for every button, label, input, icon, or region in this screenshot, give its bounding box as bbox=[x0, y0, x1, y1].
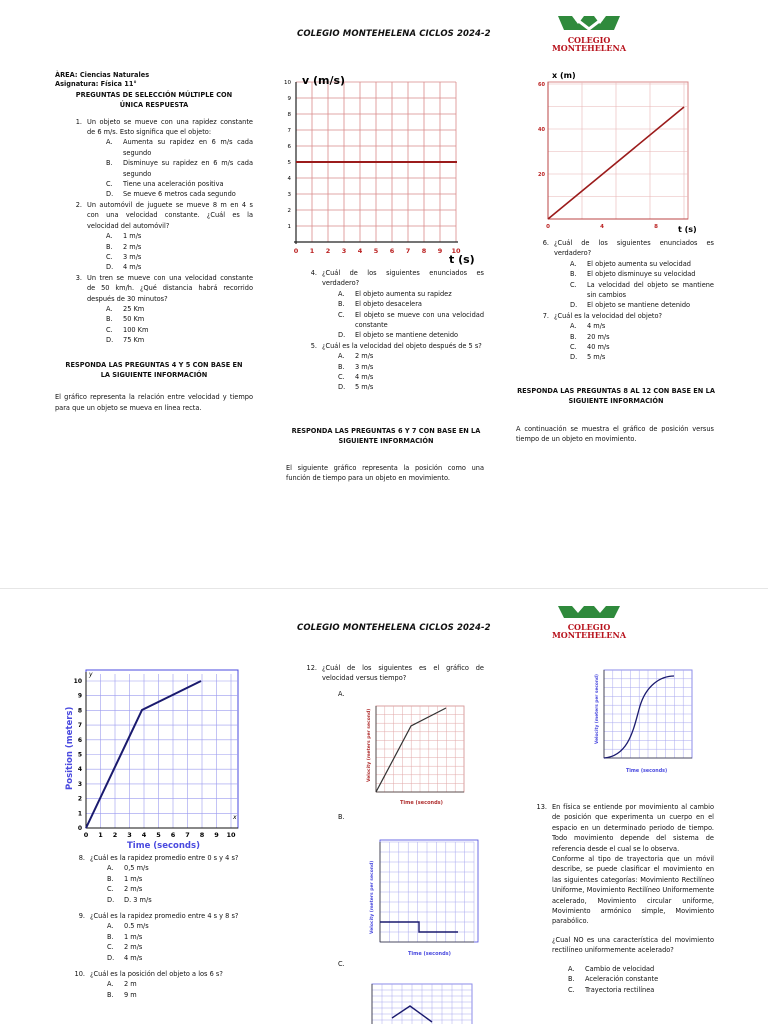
tick-label: 0 bbox=[546, 224, 550, 230]
tick-label: 0 bbox=[83, 831, 89, 839]
y-axis-label: x (m) bbox=[552, 71, 576, 80]
question-text: ¿Cuál es la velocidad del objeto? bbox=[554, 311, 662, 320]
tick-label: 40 bbox=[538, 127, 545, 133]
page-2 bbox=[0, 590, 768, 1024]
tick-label: 3 bbox=[127, 831, 132, 839]
page-title: COLEGIO MONTEHELENA CICLOS 2024-2 bbox=[297, 29, 491, 39]
tick-label: 1 bbox=[77, 810, 82, 818]
tick-label: 4 bbox=[287, 176, 291, 182]
tick-label: 7 bbox=[185, 831, 190, 839]
answer-option bbox=[107, 990, 262, 1000]
option-b-graph bbox=[364, 834, 488, 962]
y-axis-label: Velocity (meters per second) bbox=[367, 708, 372, 782]
tick-label: 7 bbox=[77, 722, 82, 730]
option-text: El objeto se mantiene detenido bbox=[355, 331, 459, 340]
option-text: 40 m/s bbox=[587, 343, 610, 352]
option-text: 1 m/s bbox=[123, 232, 142, 241]
question-number: 8. bbox=[78, 854, 85, 862]
question-text-2: Conforme al tipo de trayectoria que un móvil describe, se puede clasificar el movimiento en las siguientes categorías: Movimiento Rectilíneo Uniforme, Movimiento Rectilíneo Uniformemente acelerado, Movimiento circular uniforme, Movimiento armónico simple, Movimiento parabólico. bbox=[552, 855, 714, 926]
question-text: ¿Cuál es la rapidez promedio entre 4 s y 8 s? bbox=[90, 912, 239, 921]
question-number: 12. bbox=[306, 664, 317, 672]
tick-label: 9 bbox=[437, 247, 443, 255]
option-letter: C. bbox=[107, 943, 114, 952]
answer-option bbox=[338, 372, 484, 382]
question-text: ¿Cuál de los siguientes es el gráfico de velocidad versus tiempo? bbox=[322, 664, 484, 683]
option-text: 20 m/s bbox=[587, 332, 610, 341]
option-letter: B. bbox=[107, 932, 114, 941]
x-axis-label: t (s) bbox=[449, 253, 475, 266]
option-letter: B. bbox=[106, 159, 113, 168]
tick-label: 1 bbox=[98, 831, 103, 839]
answer-option bbox=[107, 932, 262, 942]
option-text: 4 m/s bbox=[123, 263, 142, 272]
option-letter: C. bbox=[106, 325, 113, 334]
q13-options bbox=[536, 964, 714, 995]
option-a-graph bbox=[364, 704, 474, 808]
tick-label: 2 bbox=[77, 795, 82, 803]
tick-label: 6 bbox=[389, 247, 395, 255]
logo-emblem-icon bbox=[554, 605, 624, 619]
option-text: 2 m/s bbox=[124, 885, 143, 894]
tick-label: 3 bbox=[341, 247, 347, 255]
option-text: La velocidad del objeto se mantiene sin cambios bbox=[587, 280, 714, 300]
tick-label: 9 bbox=[214, 831, 219, 839]
q5-options bbox=[298, 351, 484, 393]
school-logo bbox=[545, 604, 633, 639]
option-letter: A. bbox=[107, 980, 114, 989]
answer-option bbox=[106, 325, 253, 335]
option-text: 5 m/s bbox=[355, 383, 374, 392]
answer-option bbox=[106, 304, 253, 314]
tick-label: 6 bbox=[170, 831, 176, 839]
page-title: COLEGIO MONTEHELENA CICLOS 2024-2 bbox=[297, 623, 491, 633]
option-text: 75 Km bbox=[123, 336, 145, 345]
question-number: 7. bbox=[542, 311, 549, 320]
option-letter: B. bbox=[106, 242, 113, 251]
option-letter: C. bbox=[338, 310, 345, 319]
answer-option bbox=[107, 979, 262, 989]
question-6 bbox=[536, 238, 714, 259]
option-letter: C. bbox=[568, 985, 575, 994]
x-axis-label: Time (seconds) bbox=[400, 800, 443, 806]
option-letter: D. bbox=[338, 331, 346, 340]
answer-option bbox=[338, 382, 484, 392]
option-text: Disminuye su rapidez en 6 m/s cada segundo bbox=[123, 159, 253, 178]
answer-option bbox=[570, 352, 714, 362]
y-axis-label: Position (meters) bbox=[65, 706, 75, 790]
answer-option bbox=[106, 262, 253, 272]
tick-label: 4 bbox=[600, 224, 604, 230]
option-text: Se mueve 6 metros cada segundo bbox=[123, 190, 236, 199]
answer-option bbox=[106, 231, 253, 241]
answer-option bbox=[107, 863, 262, 873]
option-letter: A. bbox=[568, 964, 575, 973]
option-c-graph bbox=[352, 978, 482, 1024]
tick-label: 4 bbox=[141, 831, 147, 839]
question-9 bbox=[72, 911, 262, 921]
answer-option bbox=[338, 362, 484, 372]
answer-option bbox=[106, 189, 253, 199]
question-number: 9. bbox=[78, 912, 85, 921]
school-logo bbox=[545, 14, 633, 52]
option-text: Tiene una aceleración positiva bbox=[123, 180, 224, 189]
answer-option bbox=[570, 269, 714, 279]
question-number: 6. bbox=[542, 239, 549, 247]
option-text: Cambio de velocidad bbox=[585, 964, 655, 973]
option-text: 5 m/s bbox=[587, 353, 606, 362]
question-10 bbox=[72, 969, 262, 979]
tick-label: 7 bbox=[405, 247, 411, 255]
tick-label: 5 bbox=[77, 751, 82, 759]
answer-option bbox=[107, 884, 262, 894]
tick-label: 8 bbox=[421, 247, 427, 255]
tick-label: 1 bbox=[309, 247, 315, 255]
option-letter: B. bbox=[570, 332, 577, 341]
graph-frame bbox=[548, 82, 688, 219]
answer-option bbox=[338, 299, 484, 309]
question-number: 2. bbox=[75, 200, 82, 209]
option-text: 0,5 m/s bbox=[124, 864, 149, 873]
logo-text-1: COLEGIO bbox=[567, 35, 611, 45]
answer-option bbox=[570, 342, 714, 352]
question-4 bbox=[298, 268, 484, 289]
graph-frame bbox=[86, 670, 238, 828]
block-6-7-title: RESPONDA LAS PREGUNTAS 6 Y 7 CON BASE EN LA SIGUIENTE INFORMACIÓN bbox=[291, 427, 481, 446]
tick-label: 10 bbox=[284, 80, 291, 86]
tick-label: 5 bbox=[156, 831, 161, 839]
tick-label: 8 bbox=[77, 707, 82, 715]
tick-label: 9 bbox=[77, 692, 82, 700]
option-text: El objeto aumenta su velocidad bbox=[587, 259, 691, 268]
option-text: 2 m/s bbox=[355, 352, 374, 361]
tick-label: 6 bbox=[287, 144, 291, 150]
x-axis-label: Time (seconds) bbox=[626, 769, 668, 774]
answer-option bbox=[107, 953, 262, 963]
answer-option bbox=[107, 921, 262, 931]
tick-label: 2 bbox=[112, 831, 118, 839]
subject-label: Asignatura: Física 11° bbox=[55, 80, 137, 89]
option-letter: D. bbox=[106, 336, 114, 345]
question-text: ¿Cuál de los siguientes enunciados es verdadero? bbox=[554, 239, 714, 258]
q3-options bbox=[55, 304, 253, 346]
option-text: 1 m/s bbox=[124, 932, 143, 941]
option-text: El objeto desacelera bbox=[355, 300, 422, 309]
option-letter: C. bbox=[338, 373, 345, 382]
answer-option bbox=[568, 974, 714, 984]
tick-labels bbox=[538, 82, 658, 230]
option-text: 3 m/s bbox=[355, 362, 374, 371]
tick-label: 8 bbox=[287, 112, 291, 118]
answer-option bbox=[106, 158, 253, 179]
question-text: Un objeto se mueve con una rapidez constante de 6 m/s. Esto significa que el objeto: bbox=[87, 117, 253, 137]
left-column bbox=[55, 70, 253, 413]
answer-option bbox=[570, 280, 714, 301]
answer-option bbox=[570, 259, 714, 269]
tick-label: 2 bbox=[325, 247, 331, 255]
x-axis-label: Time (seconds) bbox=[408, 951, 451, 957]
option-text: El objeto se mueve con una velocidad constante bbox=[355, 310, 484, 330]
logo-emblem-icon bbox=[554, 14, 624, 32]
question-text: ¿Cuál es la rapidez promedio entre 0 s y 4 s? bbox=[90, 854, 239, 862]
answer-option bbox=[570, 300, 714, 310]
option-letter: C. bbox=[570, 280, 577, 289]
option-letter: D. bbox=[107, 953, 115, 962]
question-text: ¿Cuál es la velocidad del objeto después de 5 s? bbox=[322, 341, 482, 350]
option-d-graph bbox=[590, 666, 700, 776]
answer-option bbox=[338, 351, 484, 361]
option-text: Aumenta su rapidez en 6 m/s cada segundo bbox=[123, 138, 253, 157]
tick-label: 8 bbox=[199, 831, 205, 839]
tick-label: 2 bbox=[287, 208, 291, 214]
q4-options bbox=[298, 289, 484, 341]
q2-options bbox=[55, 231, 253, 273]
option-text: Trayectoria rectilínea bbox=[585, 985, 655, 994]
option-text: 2 m/s bbox=[123, 242, 142, 251]
option-letter: D. bbox=[106, 190, 114, 199]
tick-labels bbox=[284, 80, 461, 255]
question-prompt: ¿Cual NO es una característica del movimiento rectilíneo uniformemente acelerado? bbox=[552, 935, 714, 955]
tick-label: 1 bbox=[287, 224, 291, 230]
option-c-label: C. bbox=[338, 960, 345, 968]
option-letter: C. bbox=[570, 343, 577, 352]
question-text: En física se entiende por movimiento al cambio de posición que experimenta un cuerpo en el espacio en un determinado periodo de tiempo. Todo movimiento depende del sistema de referencia desde el cual se lo observa. bbox=[552, 803, 714, 853]
question-7 bbox=[536, 311, 714, 321]
y-axis-label: Velocity (meters per second) bbox=[370, 860, 375, 934]
option-text: D. 3 m/s bbox=[124, 895, 152, 904]
area-label: ÀREA: Ciencias Naturales bbox=[55, 71, 150, 79]
logo-text-2: MONTEHELENA bbox=[551, 630, 627, 640]
tick-label: 4 bbox=[77, 766, 82, 774]
option-letter: B. bbox=[568, 975, 575, 984]
question-number: 4. bbox=[310, 269, 317, 277]
option-text: 9 m bbox=[124, 990, 137, 999]
q10-options bbox=[72, 979, 262, 1000]
answer-option bbox=[106, 137, 253, 158]
tick-label: 5 bbox=[287, 160, 291, 166]
question-number: 5. bbox=[310, 341, 317, 350]
q6-options bbox=[536, 259, 714, 311]
tick-label: 3 bbox=[287, 192, 291, 198]
velocity-time-graph bbox=[282, 72, 487, 266]
answer-option bbox=[107, 942, 262, 952]
option-letter: D. bbox=[570, 353, 578, 362]
answer-option bbox=[107, 895, 262, 905]
tick-label: 20 bbox=[538, 172, 545, 178]
block-8-12-text: A continuación se muestra el gráfico de posición versus tiempo de un objeto en movimiento. bbox=[516, 425, 714, 444]
option-text: El objeto aumenta su rapidez bbox=[355, 289, 452, 298]
option-text: El objeto disminuye su velocidad bbox=[587, 270, 696, 279]
block-4-5-text: El gráfico representa la relación entre velocidad y tiempo para que un objeto se mueva en línea recta. bbox=[55, 393, 253, 412]
answer-option bbox=[338, 310, 484, 331]
tick-label: 0 bbox=[293, 247, 299, 255]
option-letter: A. bbox=[338, 289, 345, 298]
option-letter: A. bbox=[338, 352, 345, 361]
option-text: 4 m/s bbox=[587, 322, 606, 331]
block-4-5-title: RESPONDA LAS PREGUNTAS 4 Y 5 CON BASE EN LA SIGUIENTE INFORMACIÓN bbox=[65, 360, 243, 379]
answer-option bbox=[568, 985, 714, 995]
tick-label: 7 bbox=[287, 128, 291, 134]
x-axis-label: Time (seconds) bbox=[127, 841, 200, 851]
option-letter: A. bbox=[107, 922, 114, 931]
option-text: 2 m/s bbox=[124, 943, 143, 952]
option-b-label: B. bbox=[338, 813, 345, 821]
right-column bbox=[536, 238, 714, 363]
option-letter: D. bbox=[570, 301, 578, 310]
option-a-label: A. bbox=[338, 690, 345, 698]
option-letter: B. bbox=[107, 874, 114, 883]
option-text: 2 m bbox=[124, 980, 137, 989]
option-letter: A. bbox=[107, 864, 114, 873]
x-axis-label: t (s) bbox=[678, 225, 697, 234]
tick-label: 10 bbox=[451, 247, 461, 255]
option-letter: D. bbox=[107, 895, 115, 904]
question-number: 1. bbox=[75, 117, 82, 126]
option-letter: A. bbox=[570, 322, 577, 331]
section-title: PREGUNTAS DE SELECCIÓN MÚLTIPLE CON ÚNICA RESPUESTA bbox=[75, 90, 233, 110]
y-axis-label: Velocity (meters per second) bbox=[595, 674, 600, 744]
option-text: 4 m/s bbox=[355, 373, 374, 382]
y-axis-label: v (m/s) bbox=[302, 74, 346, 87]
answer-option bbox=[106, 252, 253, 262]
question-text: Un automóvil de juguete se mueve 8 m en 4 s con una velocidad constante. ¿Cuál es la velocidad del automóvil? bbox=[87, 200, 253, 230]
question-3 bbox=[55, 273, 253, 304]
question-number: 13. bbox=[536, 803, 547, 811]
option-letter: B. bbox=[338, 362, 345, 371]
tick-label: 10 bbox=[226, 831, 236, 839]
answer-option bbox=[568, 964, 714, 974]
option-letter: D. bbox=[106, 263, 114, 272]
logo-text-2: MONTEHELENA bbox=[551, 43, 627, 53]
q8-options bbox=[72, 863, 262, 905]
answer-option bbox=[106, 179, 253, 189]
answer-option bbox=[570, 321, 714, 331]
option-text: 1 m/s bbox=[124, 874, 143, 883]
question-text: Un tren se mueve con una velocidad constante de 50 km/h. ¿Qué distancia habrá recorrido después de 30 minutos? bbox=[87, 273, 253, 303]
tick-label: 3 bbox=[77, 780, 82, 788]
option-letter: C. bbox=[107, 885, 114, 894]
q9-options bbox=[72, 921, 262, 963]
option-text: 50 Km bbox=[123, 315, 145, 324]
left-column-p2 bbox=[72, 853, 262, 1000]
middle-column bbox=[298, 268, 484, 393]
question-1 bbox=[55, 117, 253, 138]
tick-label: 4 bbox=[357, 247, 363, 255]
option-letter: C. bbox=[106, 252, 113, 261]
position-time-graph-blue bbox=[62, 668, 246, 853]
option-letter: A. bbox=[106, 304, 113, 313]
option-text: 0.5 m/s bbox=[124, 922, 149, 931]
option-letter: B. bbox=[570, 270, 577, 279]
option-letter: B. bbox=[107, 990, 114, 999]
position-time-graph bbox=[532, 66, 707, 236]
q7-options bbox=[536, 321, 714, 363]
answer-option bbox=[338, 289, 484, 299]
option-text: Aceleración constante bbox=[585, 975, 659, 984]
question-number: 10. bbox=[74, 970, 85, 979]
option-letter: C. bbox=[106, 180, 113, 189]
question-13 bbox=[536, 802, 714, 995]
tick-label: 6 bbox=[77, 736, 82, 744]
tick-label: 8 bbox=[654, 224, 658, 230]
answer-option bbox=[106, 242, 253, 252]
question-number: 3. bbox=[75, 273, 82, 282]
option-text: 25 Km bbox=[123, 304, 145, 313]
block-8-12-title: RESPONDA LAS PREGUNTAS 8 AL 12 CON BASE EN LA SIGUIENTE INFORMACIÓN bbox=[517, 387, 715, 406]
page-separator bbox=[0, 588, 768, 589]
option-letter: A. bbox=[106, 138, 113, 147]
option-letter: D. bbox=[338, 383, 346, 392]
question-8 bbox=[72, 853, 262, 863]
option-letter: B. bbox=[106, 315, 113, 324]
tick-label: 0 bbox=[77, 825, 82, 832]
option-letter: A. bbox=[570, 259, 577, 268]
option-letter: A. bbox=[106, 232, 113, 241]
tick-label: 9 bbox=[287, 96, 291, 102]
option-text: El objeto se mantiene detenido bbox=[587, 301, 691, 310]
block-6-7-text: El siguiente gráfico representa la posición como una función de tiempo para un objeto en movimiento. bbox=[286, 464, 484, 483]
answer-option bbox=[106, 335, 253, 345]
answer-option bbox=[107, 874, 262, 884]
axis-y-letter: y bbox=[89, 671, 93, 678]
question-12 bbox=[304, 663, 484, 684]
tick-label: 60 bbox=[538, 82, 545, 88]
question-2 bbox=[55, 200, 253, 231]
question-text: ¿Cuál es la posición del objeto a los 6 s? bbox=[90, 970, 223, 979]
graph-grid bbox=[548, 82, 688, 219]
question-5 bbox=[298, 341, 484, 351]
logo-text-1: COLEGIO bbox=[567, 622, 611, 632]
option-text: 4 m/s bbox=[124, 953, 143, 962]
option-text: 3 m/s bbox=[123, 252, 142, 261]
axis-x-letter: x bbox=[233, 814, 237, 821]
question-text: ¿Cuál de los siguientes enunciados es verdadero? bbox=[322, 269, 484, 288]
answer-option bbox=[106, 314, 253, 324]
tick-label: 5 bbox=[373, 247, 379, 255]
answer-option bbox=[338, 330, 484, 340]
answer-option bbox=[570, 332, 714, 342]
option-letter: B. bbox=[338, 300, 345, 309]
option-text: 100 Km bbox=[123, 325, 149, 334]
tick-label: 10 bbox=[73, 678, 82, 685]
q1-options bbox=[55, 137, 253, 199]
